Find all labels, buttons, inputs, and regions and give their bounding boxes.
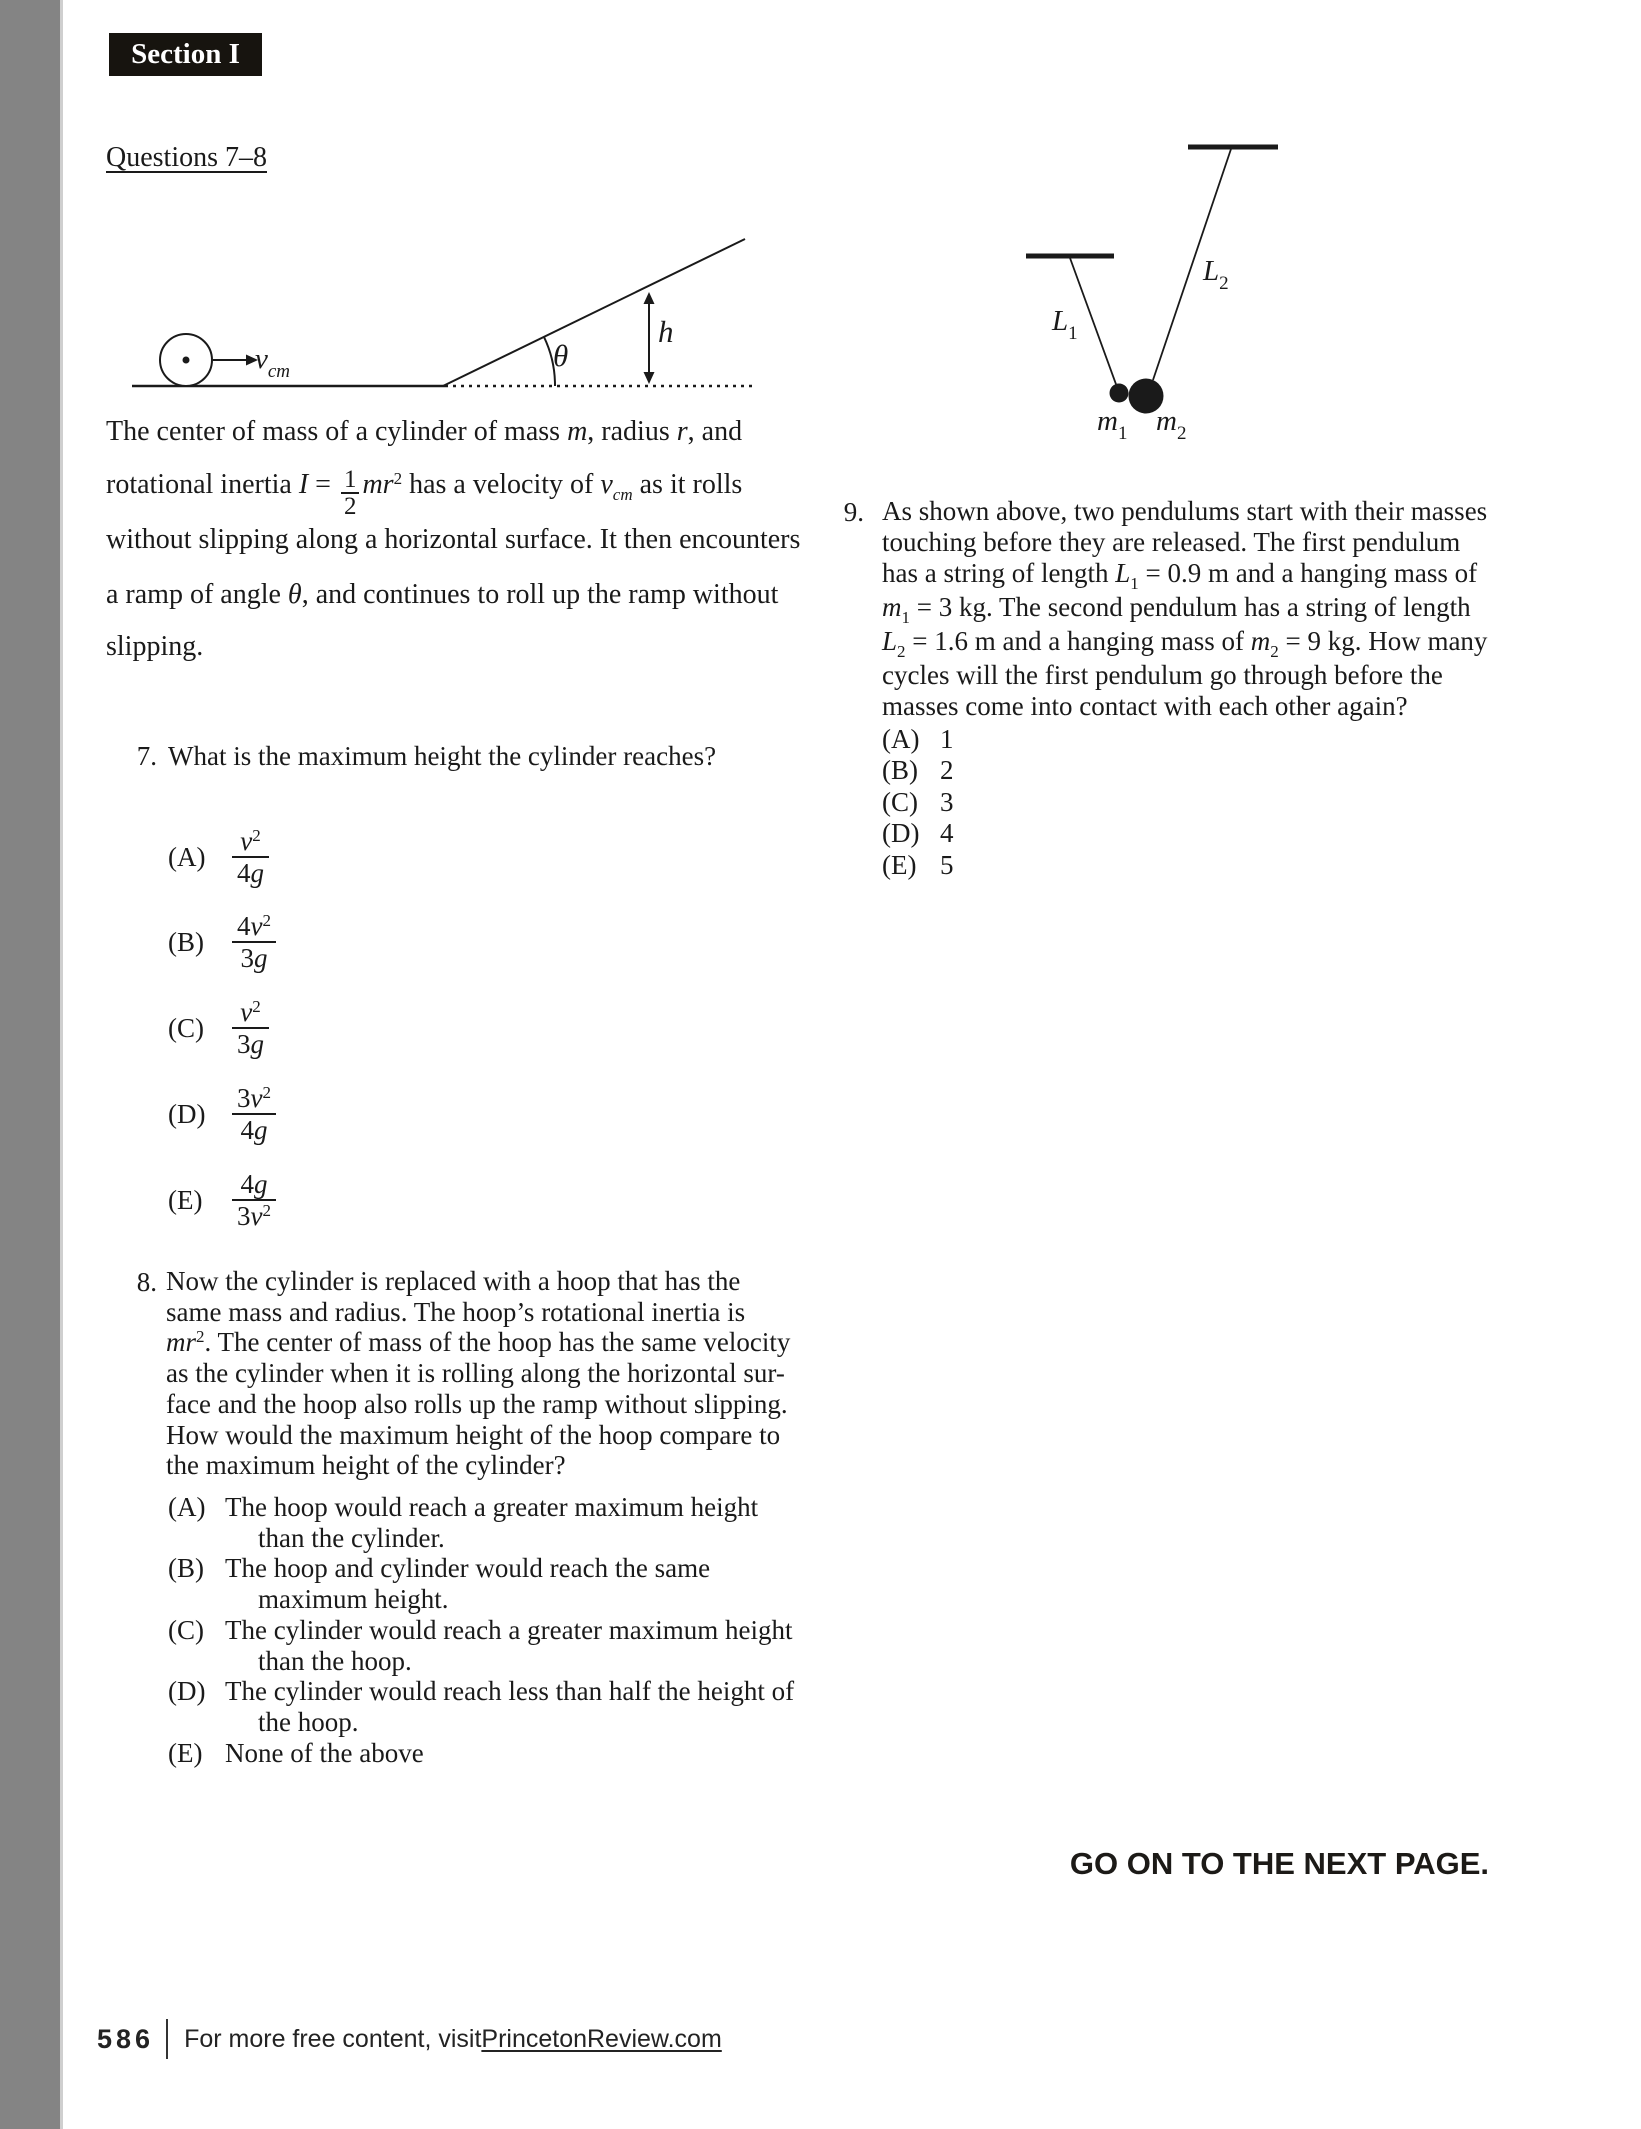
question-7-stem: What is the maximum height the cylinder reaches?	[168, 741, 717, 771]
option-value: 4	[940, 818, 954, 849]
option-label: (C)	[882, 786, 918, 817]
page-footer	[97, 2016, 722, 2062]
option-label: (B)	[882, 755, 918, 786]
coef: 3	[237, 1201, 251, 1231]
pendulum-diagram	[1000, 130, 1320, 440]
var-m: m	[882, 592, 902, 622]
fraction-numerator	[232, 911, 276, 943]
option-label: (E)	[882, 849, 917, 880]
subscript: 2	[897, 642, 906, 661]
question-7-number: 7.	[136, 741, 157, 771]
var-theta: θ	[287, 579, 302, 610]
option-label: (E)	[168, 1184, 203, 1215]
q9-option-c	[882, 787, 954, 818]
fraction-numerator: 1	[341, 467, 360, 494]
q8-line: How would the maximum height of the hoop compare to	[166, 1419, 781, 1450]
q8-option-d	[168, 1676, 794, 1707]
exponent: 2	[393, 469, 403, 488]
q7-option-e	[168, 1160, 276, 1240]
questions-range-heading: Questions 7–8	[106, 142, 267, 173]
option-value: 1	[940, 724, 954, 754]
var-mr: mr	[362, 469, 394, 500]
option-value: 2	[940, 755, 954, 786]
option-fraction	[232, 1169, 276, 1231]
q9-line	[882, 592, 1487, 626]
section-label: Section I	[131, 38, 240, 70]
option-text: The hoop and cylinder would reach the same	[225, 1553, 711, 1584]
page-edge-strip	[0, 0, 63, 2129]
option-label: (D)	[168, 1098, 206, 1129]
q8-line	[166, 1327, 790, 1358]
var: g	[253, 1115, 268, 1145]
option-fraction	[232, 826, 269, 888]
q9-option-b	[882, 755, 954, 786]
intro-line-4	[106, 578, 778, 612]
var-m: m	[1250, 626, 1271, 656]
var-v: v	[600, 469, 613, 500]
question-8-stem	[166, 1266, 790, 1481]
theta-label: θ	[553, 338, 569, 373]
q9-text: has a string of length	[882, 558, 1116, 588]
coef: 3	[237, 1029, 251, 1059]
footer-text: For more free content, visit	[184, 2024, 482, 2053]
option-label: (E)	[168, 1737, 203, 1768]
pendulum-string-2	[1153, 149, 1231, 380]
var: v	[250, 1201, 263, 1231]
q9-option-e	[882, 850, 954, 881]
fraction-one-half	[341, 467, 360, 519]
intro-text: as it rolls	[632, 469, 743, 500]
section-banner	[109, 33, 262, 76]
option-text: The cylinder would reach a greater maximum height	[225, 1614, 793, 1645]
ramp-diagram	[100, 165, 770, 400]
go-on-instruction: GO ON TO THE NEXT PAGE.	[1069, 1846, 1489, 1881]
option-fraction	[232, 1083, 276, 1145]
page-number: 586	[97, 2023, 155, 2054]
footer-divider	[166, 2019, 168, 2059]
option-text: The hoop would reach a greater maximum height	[225, 1492, 759, 1522]
subscript: 1	[901, 608, 910, 627]
var-mr: mr	[166, 1327, 197, 1358]
q8-option-d-cont: the hoop.	[258, 1706, 359, 1737]
option-label: (D)	[882, 818, 920, 849]
option-fraction	[232, 997, 269, 1059]
var: v	[250, 1083, 263, 1113]
var-L: L	[882, 626, 898, 656]
q8-option-b-cont: maximum height.	[258, 1584, 449, 1615]
var: v	[250, 911, 263, 941]
exponent: 2	[252, 997, 261, 1016]
q8-option-a-cont: than the cylinder.	[258, 1522, 445, 1553]
var-I: I	[298, 469, 309, 500]
option-value: 5	[940, 849, 954, 880]
q8-option-a	[168, 1492, 794, 1523]
exponent: 2	[262, 911, 271, 930]
option-label: (A)	[168, 841, 206, 872]
q9-option-d	[882, 818, 954, 849]
question-8-number: 8.	[136, 1267, 157, 1297]
fraction-numerator	[232, 1083, 276, 1115]
option-label: (D)	[168, 1676, 206, 1707]
exponent: 2	[252, 826, 261, 845]
option-fraction	[232, 911, 276, 973]
intro-text: rotational inertia	[106, 469, 299, 500]
q8-option-c-cont: than the hoop.	[258, 1645, 412, 1676]
fraction-numerator	[232, 997, 269, 1029]
var: v	[240, 997, 253, 1027]
q8-option-b	[168, 1553, 794, 1584]
q7-option-c	[168, 988, 269, 1068]
var: g	[253, 943, 268, 973]
option-label: (A)	[882, 724, 920, 754]
q9-text: = 9 kg. How many	[1278, 626, 1488, 656]
var: g	[250, 1029, 264, 1059]
subscript: 2	[1270, 642, 1279, 661]
q8-option-e	[168, 1738, 794, 1769]
q9-line: masses come into contact with each other again?	[882, 691, 1408, 721]
q9-text: = 0.9 m and a hanging mass of	[1138, 558, 1478, 588]
q8-line: face and the hoop also rolls up the ramp without slipping.	[166, 1388, 788, 1419]
mass-1-ball	[1110, 384, 1129, 403]
cylinder-center-dot	[183, 357, 190, 364]
height-arrow-head-top	[644, 292, 655, 304]
height-arrow-head-bottom	[644, 372, 655, 384]
var-r: r	[676, 416, 688, 447]
option-text: None of the above	[225, 1737, 424, 1768]
q7-option-d	[168, 1074, 276, 1154]
height-label: h	[658, 314, 674, 349]
m2-label: $m_2$	[1156, 405, 1187, 440]
intro-line-1	[106, 415, 742, 449]
q7-option-b	[168, 902, 276, 982]
question-9-stem	[882, 496, 1487, 722]
q8-line: as the cylinder when it is rolling along the horizontal sur-	[166, 1358, 785, 1389]
option-label: (A)	[168, 1492, 206, 1522]
velocity-label: $v_{cm}$	[255, 343, 291, 382]
q9-option-a	[882, 724, 954, 755]
q8-options	[168, 1492, 794, 1768]
subscript: 1	[1130, 574, 1139, 593]
exponent: 2	[262, 1201, 271, 1220]
intro-text: , radius	[587, 416, 677, 447]
q8-option-c	[168, 1615, 794, 1646]
intro-line-2	[106, 467, 742, 519]
q8-line: same mass and radius. The hoop’s rotational inertia is	[166, 1296, 746, 1327]
intro-text: a ramp of angle	[106, 579, 288, 610]
coef: 4	[237, 858, 251, 888]
fraction-denominator	[232, 943, 276, 973]
q9-line	[882, 558, 1487, 592]
L1-label: $L_1$	[1052, 305, 1078, 344]
intro-line-3: without slipping along a horizontal surface. It then encounters	[106, 524, 801, 555]
option-value: 3	[940, 786, 954, 817]
coef: 4	[240, 1169, 254, 1199]
q8-line: the maximum height of the cylinder?	[166, 1450, 566, 1481]
q9-line	[882, 626, 1487, 660]
ramp-slope-line	[443, 239, 745, 386]
exponent: 2	[196, 1327, 205, 1347]
subscript-cm: cm	[612, 485, 633, 504]
coef: 4	[237, 911, 251, 941]
coef: 4	[240, 1115, 254, 1145]
q9-line: cycles will the first pendulum go through before the	[882, 660, 1443, 690]
intro-text: , and	[687, 416, 743, 447]
option-label: (C)	[168, 1012, 204, 1043]
var-L: L	[1115, 558, 1131, 588]
coef: 3	[240, 943, 254, 973]
q9-text: = 1.6 m and a hanging mass of	[905, 626, 1251, 656]
intro-text: =	[308, 469, 338, 500]
q7-option-a	[168, 817, 269, 897]
q8-line: Now the cylinder is replaced with a hoop that has the	[166, 1266, 741, 1296]
intro-text: , and continues to roll up the ramp without	[301, 579, 779, 610]
fraction-numerator	[232, 826, 269, 858]
var: g	[253, 1169, 268, 1199]
m1-label: $m_1$	[1097, 405, 1128, 440]
fraction-denominator: 2	[343, 493, 357, 520]
option-label: (B)	[168, 926, 204, 957]
q9-options	[882, 724, 954, 881]
option-label: (B)	[168, 1553, 204, 1584]
var-m: m	[567, 416, 588, 447]
intro-text: has a velocity of	[402, 469, 601, 500]
question-9-number: 9.	[843, 497, 864, 527]
L2-label: $L_2$	[1203, 255, 1229, 294]
q9-line: touching before they are released. The first pendulum	[882, 527, 1461, 557]
option-label: (C)	[168, 1614, 204, 1645]
q9-text: = 3 kg. The second pendulum has a string of length	[910, 592, 1471, 622]
q9-line: As shown above, two pendulums start with their masses	[882, 496, 1488, 526]
fraction-denominator	[232, 1029, 269, 1059]
fraction-numerator	[232, 1169, 276, 1201]
var: g	[250, 858, 264, 888]
fraction-denominator	[232, 858, 269, 888]
exponent: 2	[262, 1083, 271, 1102]
fraction-denominator	[232, 1201, 276, 1231]
footer-link[interactable]: PrincetonReview.com	[481, 2024, 722, 2053]
coef: 3	[237, 1083, 251, 1113]
fraction-denominator	[232, 1115, 276, 1145]
intro-text: The center of mass of a cylinder of mass	[106, 416, 568, 447]
intro-line-5: slipping.	[106, 631, 204, 662]
option-text: The cylinder would reach less than half the height of	[225, 1676, 795, 1707]
var: v	[240, 826, 253, 856]
q8-text: . The center of mass of the hoop has the same velocity	[204, 1327, 791, 1358]
